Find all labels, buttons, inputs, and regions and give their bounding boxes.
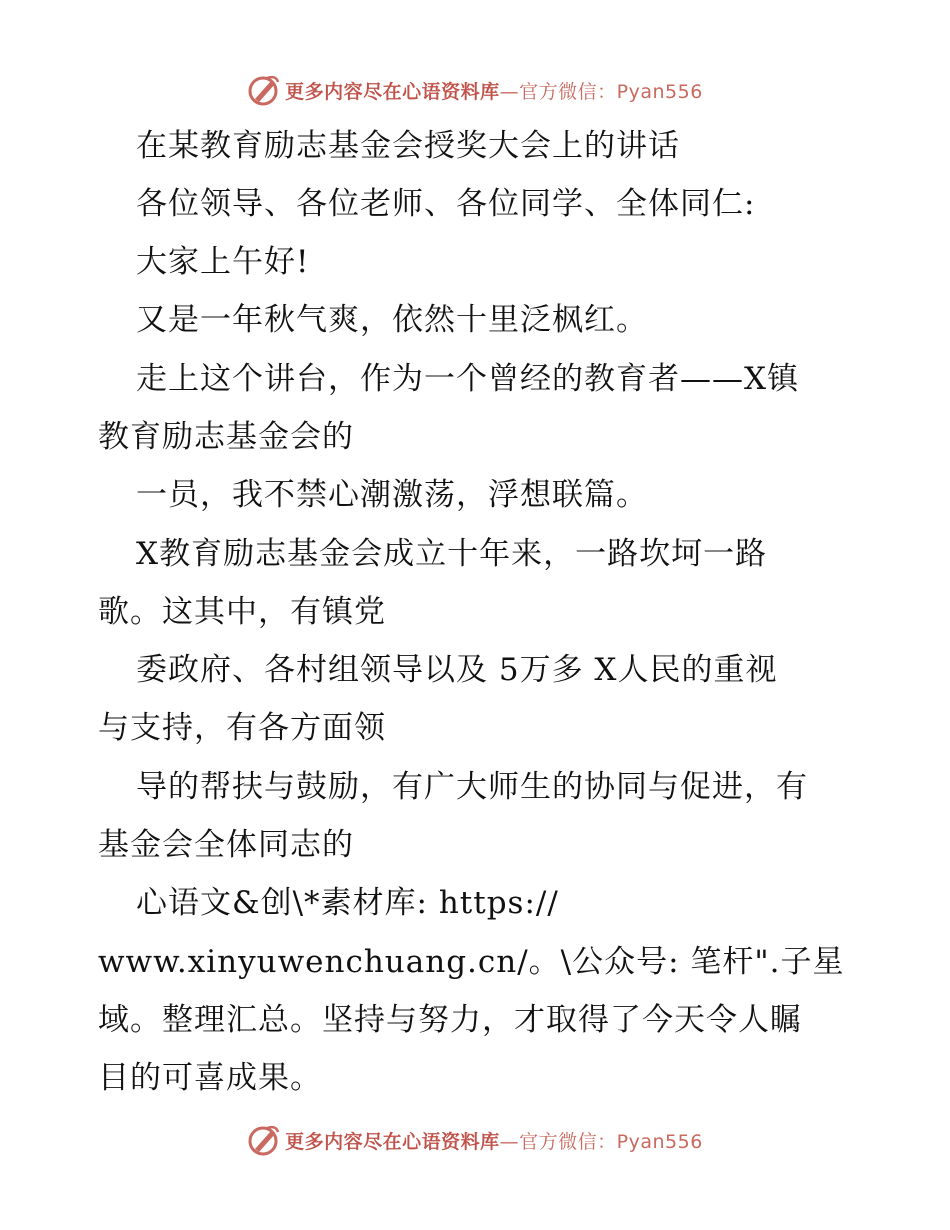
footer-text <box>285 1127 703 1154</box>
doc-line-source: 心语文&创\*素材库: https:// <box>136 885 559 921</box>
doc-line-salutation: 各位领导、各位老师、各位同学、全体同仁: <box>136 186 756 222</box>
footer-brand: 更多内容尽在心语资料库 <box>285 1130 500 1153</box>
header-brand: 更多内容尽在心语资料库 <box>285 80 500 103</box>
doc-line: 目的可喜成果。 <box>98 1060 322 1096</box>
header-dash: — <box>499 80 520 103</box>
doc-line-greeting: 大家上午好! <box>136 244 310 280</box>
doc-line: 导的帮扶与鼓励，有广大师生的协同与促进，有 <box>136 769 808 805</box>
footer-banner <box>0 1120 950 1160</box>
doc-line: 基金会全体同志的 <box>98 827 354 863</box>
header-text <box>285 77 703 104</box>
doc-line: 委政府、各村组领导以及 5万多 X人民的重视 <box>136 652 778 688</box>
doc-line: 与支持，有各方面领 <box>98 710 386 746</box>
pen-logo-icon <box>247 1123 281 1157</box>
header-banner <box>0 70 950 110</box>
doc-line: 歌。这其中，有镇党 <box>98 594 386 630</box>
footer-contact: 官方微信：Pyan556 <box>519 1130 703 1153</box>
header-contact: 官方微信：Pyan556 <box>519 80 703 103</box>
doc-line-url: www.xinyuwenchuang.cn/。\公众号: 笔杆".子星 <box>98 944 845 980</box>
doc-line: X教育励志基金会成立十年来，一路坎坷一路 <box>136 536 768 572</box>
doc-line: 走上这个讲台，作为一个曾经的教育者——X镇 <box>136 361 800 397</box>
doc-line: 又是一年秋气爽，依然十里泛枫红。 <box>136 302 648 338</box>
pen-logo-icon <box>247 73 281 107</box>
footer-dash: — <box>499 1130 520 1153</box>
doc-line: 一员，我不禁心潮激荡，浮想联篇。 <box>136 477 648 513</box>
doc-title: 在某教育励志基金会授奖大会上的讲话 <box>136 128 680 164</box>
doc-line: 域。整理汇总。坚持与努力，才取得了今天令人瞩 <box>98 1002 802 1038</box>
doc-line: 教育励志基金会的 <box>98 419 354 455</box>
